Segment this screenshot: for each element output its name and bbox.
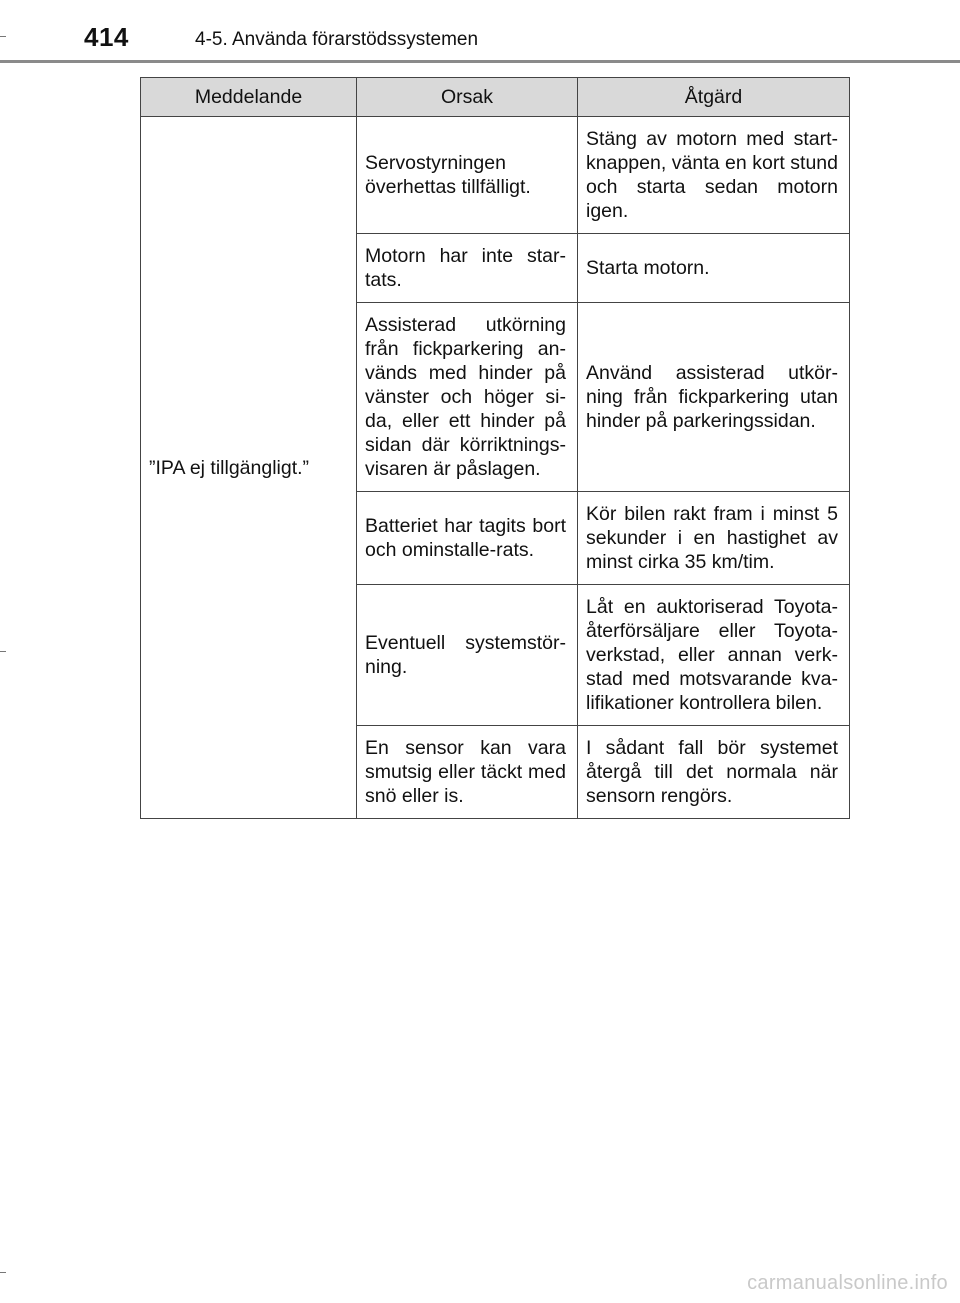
column-header-message: Meddelande [141, 78, 357, 117]
section-title: 4-5. Använda förarstödssystemen [195, 29, 479, 50]
message-cell: ”IPA ej tillgängligt.” [141, 117, 357, 819]
cause-cell: Eventuell systemstör-ning. [357, 585, 578, 726]
column-header-action: Åtgärd [578, 78, 850, 117]
page-number: 414 [84, 22, 129, 52]
cause-cell: Assisterad utkörning från fickparkering an-vänds med hinder på vänster och höger si-da, eller ett hinder på sidan där körriktnings-visaren är påslagen. [357, 303, 578, 492]
column-header-cause: Orsak [357, 78, 578, 117]
cause-cell: Motorn har inte star-tats. [357, 234, 578, 303]
action-cell: Använd assisterad utkör-ning från fickparkering utan hinder på parkeringssidan. [578, 303, 850, 492]
message-table [140, 77, 850, 819]
action-cell: Starta motorn. [578, 234, 850, 303]
cause-cell: Batteriet har tagits bort och ominstalle-rats. [357, 492, 578, 585]
cause-cell: Servostyrningen överhettas tillfälligt. [357, 117, 578, 234]
table-row [141, 117, 850, 234]
page-header [0, 0, 960, 62]
crop-mark [0, 36, 6, 37]
crop-mark [0, 1272, 6, 1273]
action-cell: I sådant fall bör systemet återgå till det normala när sensorn rengörs. [578, 726, 850, 819]
action-cell: Låt en auktoriserad Toyota-återförsäljare eller Toyota-verkstad, eller annan verk-stad med motsvarande kva-lifikationer kontrollera bilen. [578, 585, 850, 726]
cause-cell: En sensor kan vara smutsig eller täckt med snö eller is. [357, 726, 578, 819]
table-header-row [141, 78, 850, 117]
action-cell: Stäng av motorn med start-knappen, vänta en kort stund och starta sedan motorn igen. [578, 117, 850, 234]
header-divider [0, 60, 960, 63]
footer-watermark: carmanualsonline.info [747, 1272, 948, 1294]
crop-mark [0, 651, 6, 652]
action-cell: Kör bilen rakt fram i minst 5 sekunder i en hastighet av minst cirka 35 km/tim. [578, 492, 850, 585]
